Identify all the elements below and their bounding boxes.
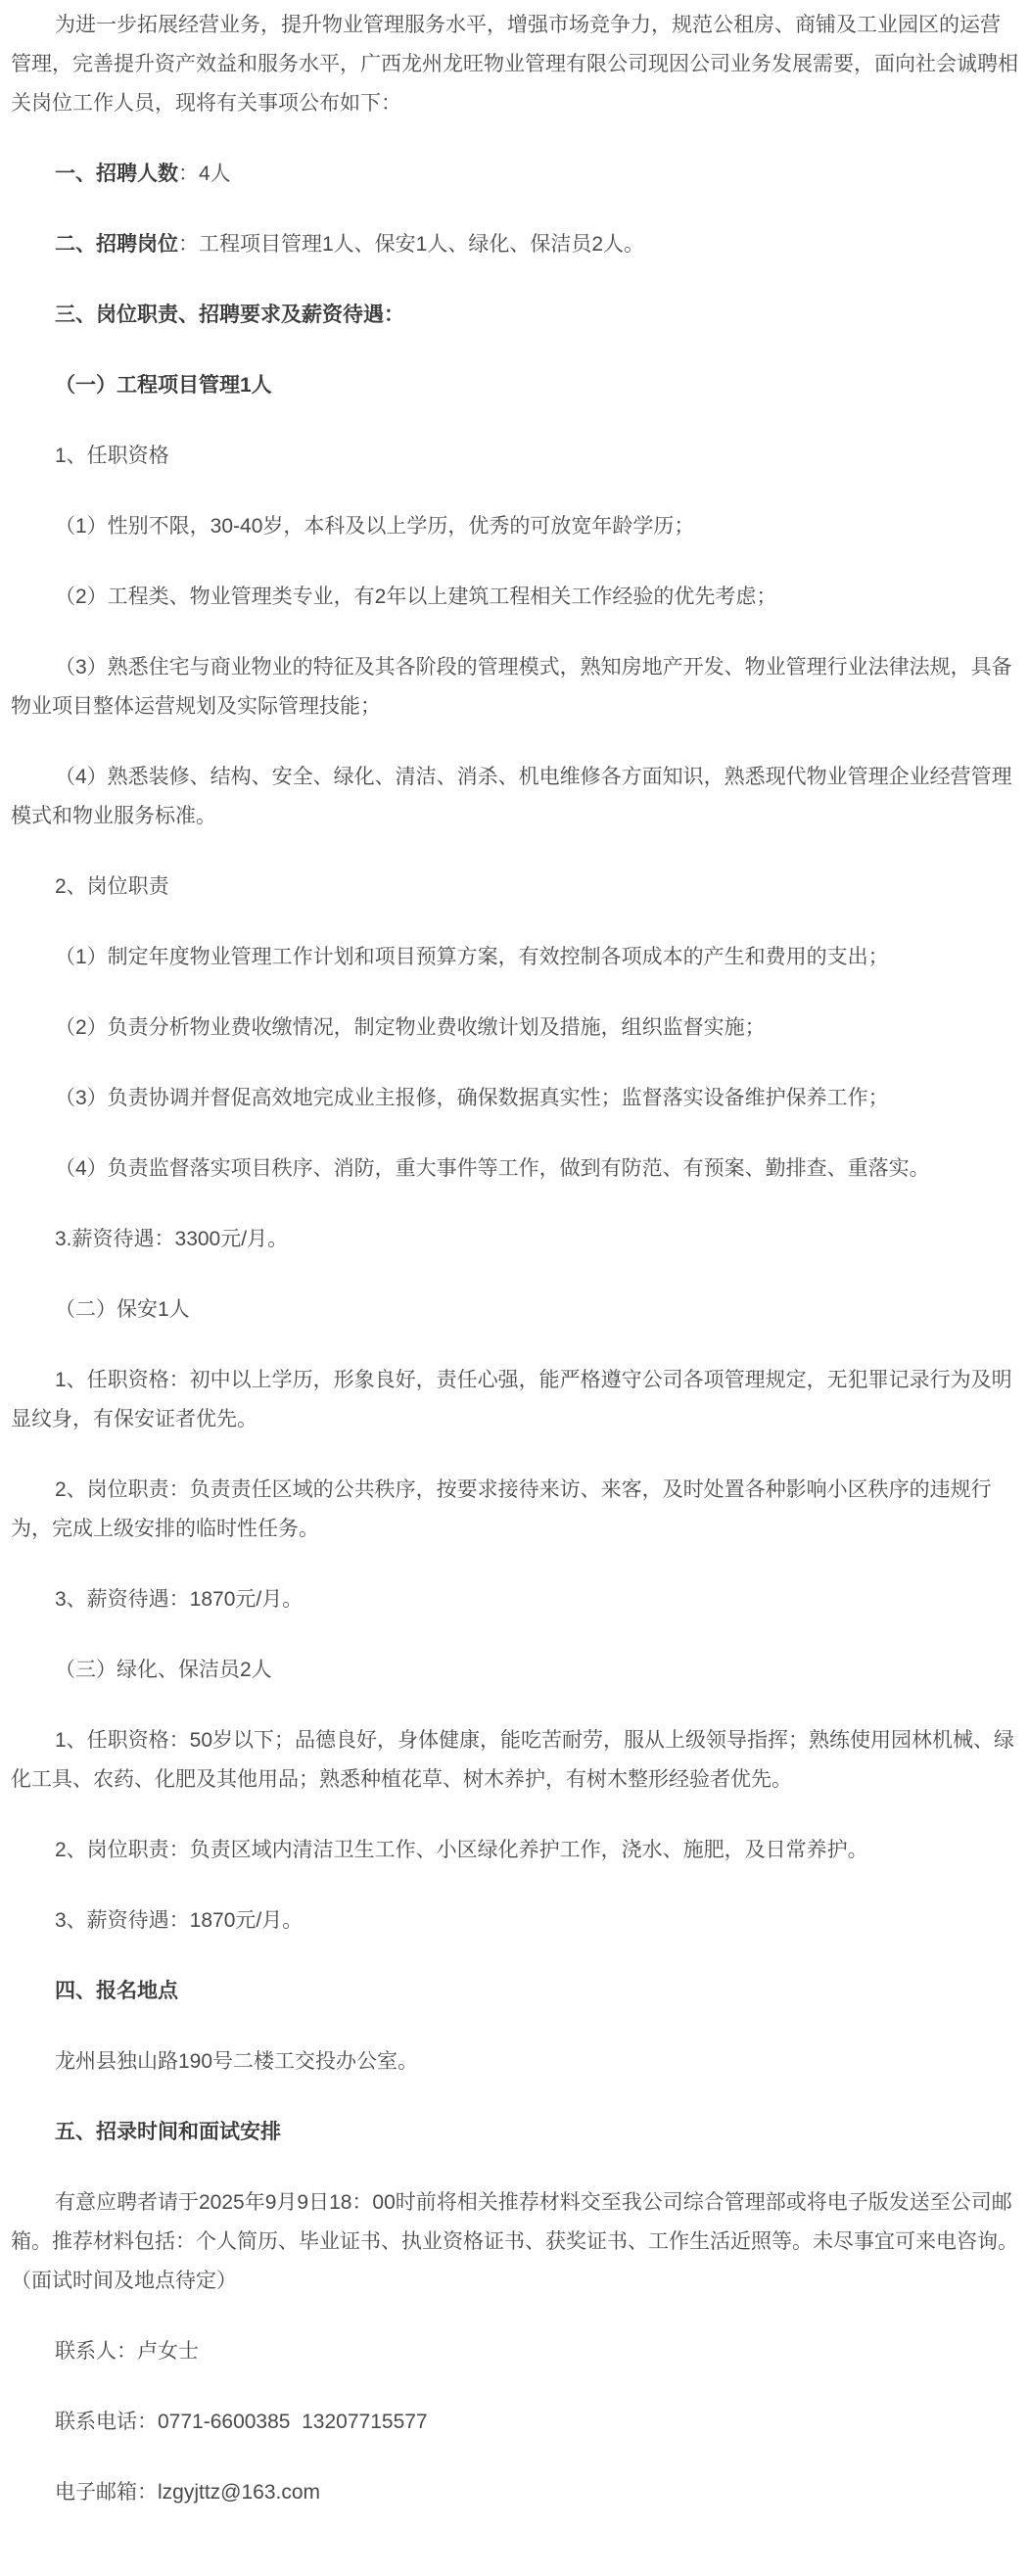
section-heading: [11, 2113, 1019, 2152]
body-paragraph: [11, 2403, 1019, 2442]
paragraph-text: 2、岗位职责: [55, 875, 169, 898]
paragraph-text: 龙州县独山路190号二楼工交投办公室。: [55, 2050, 419, 2073]
body-paragraph: [11, 1901, 1019, 1941]
paragraph-text: 有意应聘者请于2025年9月9日18：00时前将相关推荐材料交至我公司综合管理部或将电子版发送至公司邮箱。推荐材料包括：个人简历、毕业证书、执业资格证书、获奖证书、工作生活近照等。未尽事宜可来电咨询。（面试时间及地点待定）: [11, 2191, 1018, 2292]
paragraph-text: 1、任职资格：50岁以下；品德良好，身体健康，能吃苦耐劳，服从上级领导指挥；熟练使用园林机械、绿化工具、农药、化肥及其他用品；熟悉种植花草、树木养护，有树木整形经验者优先。: [11, 1729, 1015, 1791]
paragraph-text: 2、岗位职责：负责区域内清洁卫生工作、小区绿化养护工作，浇水、施肥，及日常养护。: [55, 1839, 868, 1861]
paragraph-bold-label: 五、招录时间和面试安排: [55, 2121, 281, 2143]
paragraph-text: 3、薪资待遇：1870元/月。: [55, 1588, 304, 1611]
paragraph-bold-label: 四、报名地点: [55, 1980, 178, 2002]
paragraph-text: （4）负责监督落实项目秩序、消防，重大事件等工作，做到有防范、有预案、勤排查、重落实。: [55, 1157, 930, 1180]
paragraph-bold-label: （一）工程项目管理1人: [55, 374, 272, 397]
body-paragraph: [11, 1580, 1019, 1619]
body-paragraph: [11, 2332, 1019, 2371]
paragraph-text: 电子邮箱：lzgyjttz@163.com: [55, 2481, 321, 2504]
paragraph-text: （2）负责分析物业费收缴情况，制定物业费收缴计划及措施，组织监督实施；: [55, 1016, 766, 1039]
paragraph-text: 3.薪资待遇：3300元/月。: [55, 1228, 289, 1250]
body-paragraph: [11, 867, 1019, 907]
paragraph-text: ：工程项目管理1人、保安1人、绿化、保洁员2人。: [178, 233, 645, 256]
section-heading: [11, 1972, 1019, 2011]
body-paragraph: [11, 1361, 1019, 1439]
paragraph-text: （1）制定年度物业管理工作计划和项目预算方案，有效控制各项成本的产生和费用的支出；: [55, 946, 889, 968]
paragraph-text: 1、任职资格：初中以上学历，形象良好，责任心强，能严格遵守公司各项管理规定，无犯罪记录行为及明显纹身，有保安证者优先。: [11, 1369, 1012, 1430]
body-paragraph: [11, 1651, 1019, 1690]
paragraph-text: ：4人: [178, 163, 231, 185]
paragraph-text: （2）工程类、物业管理类专业，有2年以上建筑工程相关工作经验的优先考虑；: [55, 585, 777, 608]
paragraph-bold-label: 三、岗位职责、招聘要求及薪资待遇：: [55, 304, 404, 326]
paragraph-text: 3、薪资待遇：1870元/月。: [55, 1909, 304, 1932]
paragraph-bold-label: 一、招聘人数: [55, 163, 178, 185]
paragraph-text: 2、岗位职责：负责责任区域的公共秩序，按要求接待来访、来客，及时处置各种影响小区秩序的违规行为，完成上级安排的临时性任务。: [11, 1478, 992, 1540]
body-paragraph: [11, 437, 1019, 476]
section-heading: [11, 296, 1019, 335]
labeled-item: [11, 155, 1019, 194]
body-paragraph: [11, 578, 1019, 617]
body-paragraph: [11, 1149, 1019, 1189]
body-paragraph: [11, 938, 1019, 977]
body-paragraph: [11, 2042, 1019, 2082]
labeled-item: [11, 225, 1019, 264]
paragraph-text: （4）熟悉装修、结构、安全、绿化、清洁、消杀、机电维修各方面知识，熟悉现代物业管理企业经营管理模式和物业服务标准。: [11, 766, 1012, 827]
paragraph-text: 为进一步拓展经营业务，提升物业管理服务水平，增强市场竞争力，规范公租房、商铺及工业园区的运营管理，完善提升资产效益和服务水平，广西龙州龙旺物业管理有限公司现因公司业务发展需要，面向社会诚聘相关岗位工作人员，现将有关事项公布如下：: [11, 14, 1018, 115]
body-paragraph: [11, 648, 1019, 726]
paragraph-text: （二）保安1人: [55, 1298, 190, 1321]
body-paragraph: [11, 1008, 1019, 1048]
section-heading: [11, 366, 1019, 405]
paragraph-text: 联系电话：0771-6600385 13207715577: [55, 2411, 428, 2433]
body-paragraph: [11, 6, 1019, 123]
paragraph-text: （3）负责协调并督促高效地完成业主报修，确保数据真实性；监督落实设备维护保养工作；: [55, 1087, 889, 1109]
paragraph-text: （3）熟悉住宅与商业物业的特征及其各阶段的管理模式，熟知房地产开发、物业管理行业法律法规，具备物业项目整体运营规划及实际管理技能；: [11, 656, 1012, 718]
body-paragraph: [11, 1831, 1019, 1870]
body-paragraph: [11, 2183, 1019, 2301]
body-paragraph: [11, 1290, 1019, 1330]
body-paragraph: [11, 758, 1019, 836]
body-paragraph: [11, 1079, 1019, 1118]
paragraph-text: （三）绿化、保洁员2人: [55, 1659, 272, 1681]
paragraph-text: 1、任职资格: [55, 445, 169, 467]
body-paragraph: [11, 507, 1019, 546]
paragraph-text: 联系人：卢女士: [55, 2340, 199, 2363]
paragraph-text: （1）性别不限，30-40岁，本科及以上学历，优秀的可放宽年龄学历；: [55, 515, 695, 538]
paragraph-bold-label: 二、招聘岗位: [55, 233, 178, 256]
body-paragraph: [11, 2473, 1019, 2512]
body-paragraph: [11, 1471, 1019, 1549]
body-paragraph: [11, 1721, 1019, 1800]
body-paragraph: [11, 1220, 1019, 1259]
